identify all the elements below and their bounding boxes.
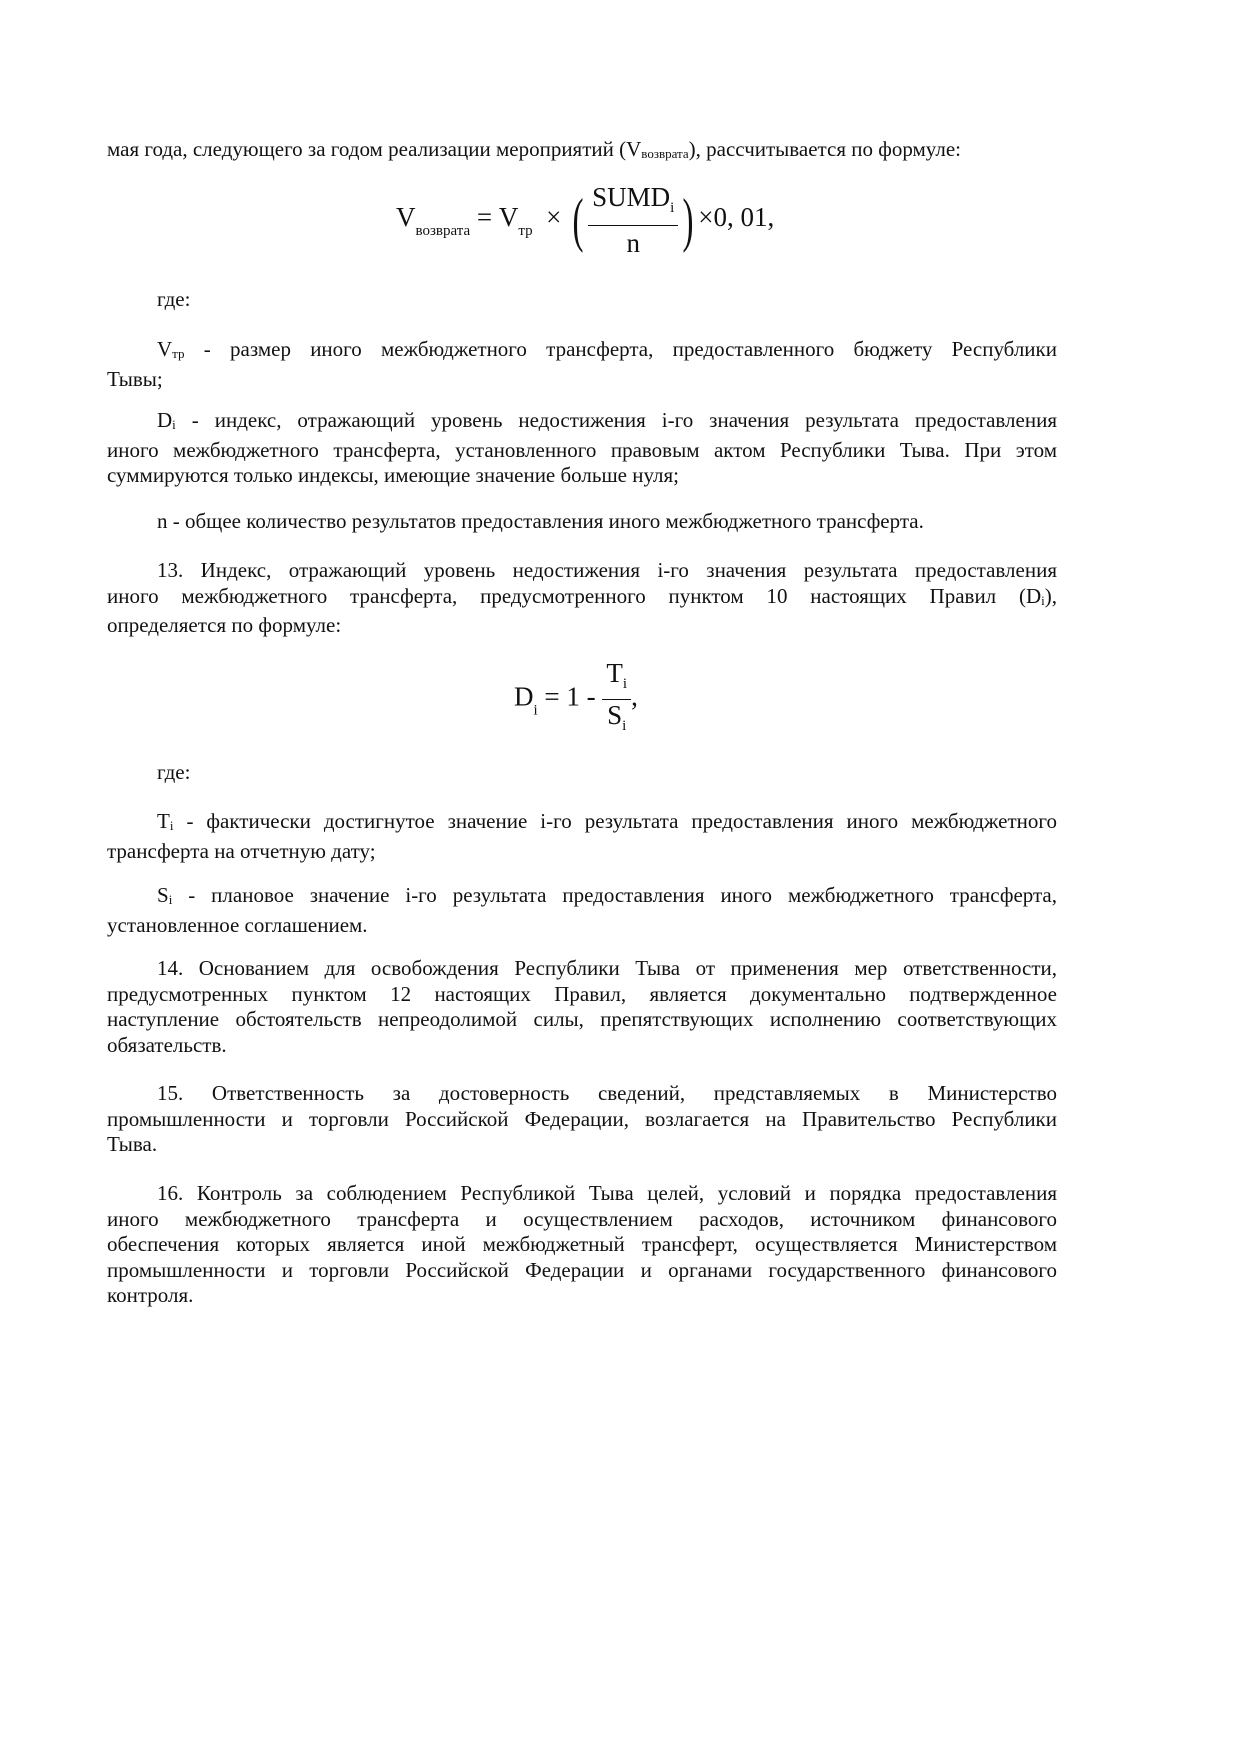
where-label-1: где: [157, 287, 191, 311]
definition-vtr: Vтр - размер иного межбюджетного трансферта, предоставленного бюджету Республики Тывы; [107, 337, 1057, 391]
paragraph-13: 13. Индекс, отражающий уровень недостижения i-го значения результата предоставления иного межбюджетного трансферта, предусмотренного пунктом 10 настоящих Правил (Di), определяется по формуле: [107, 558, 1057, 637]
intro-paragraph: мая года, следующего за годом реализации мероприятий (Vвозврата), рассчитывается по формуле: [107, 137, 961, 161]
definition-si: Si - плановое значение i-го результата предоставления иного межбюджетного трансферта, установленное соглашением. [107, 883, 1057, 937]
definition-n: n - общее количество результатов предоставления иного межбюджетного трансферта. [157, 509, 924, 533]
where-label-2: где: [157, 760, 191, 784]
formula-v-return: $V_{возврата} = V_{тр}$ × ( $\frac{SUMD_i}{n}$ ) ×0, 01, [396, 182, 775, 258]
definition-di: Di - индекс, отражающий уровень недостижения i-го значения результата предоставления иного межбюджетного трансферта, установленного правовым актом Республики Тыва. При этом суммируются только индексы, имеющие значение больше нуля; [107, 408, 1057, 487]
paragraph-14: 14. Основанием для освобождения Республики Тыва от применения мер ответственности, предусмотренных пунктом 12 настоящих Правил, является документально подтвержденное наступление обстоятельств непреодолимой силы, препятствующих исполнению соответствующих обязательств. [107, 956, 1057, 1057]
definition-ti: Ti - фактически достигнутое значение i-го результата предоставления иного межбюджетного трансферта на отчетную дату; [107, 809, 1057, 863]
paragraph-15: 15. Ответственность за достоверность сведений, представляемых в Министерство промышленности и торговли Российской Федерации, возлагается на Правительство Республики Тыва. [107, 1081, 1057, 1156]
paragraph-16: 16. Контроль за соблюдением Республикой Тыва целей, условий и порядка предоставления иного межбюджетного трансферта и осуществлением расходов, источником финансового обеспечения которых является иной межбюджетный трансферт, осуществляется Министерством промышленности и торговли Российской Федерации и органами государственного финансового контроля. [107, 1181, 1057, 1307]
formula-di: $D_i = 1$ - $\frac{T_i}{S_i}$ , [514, 658, 638, 734]
